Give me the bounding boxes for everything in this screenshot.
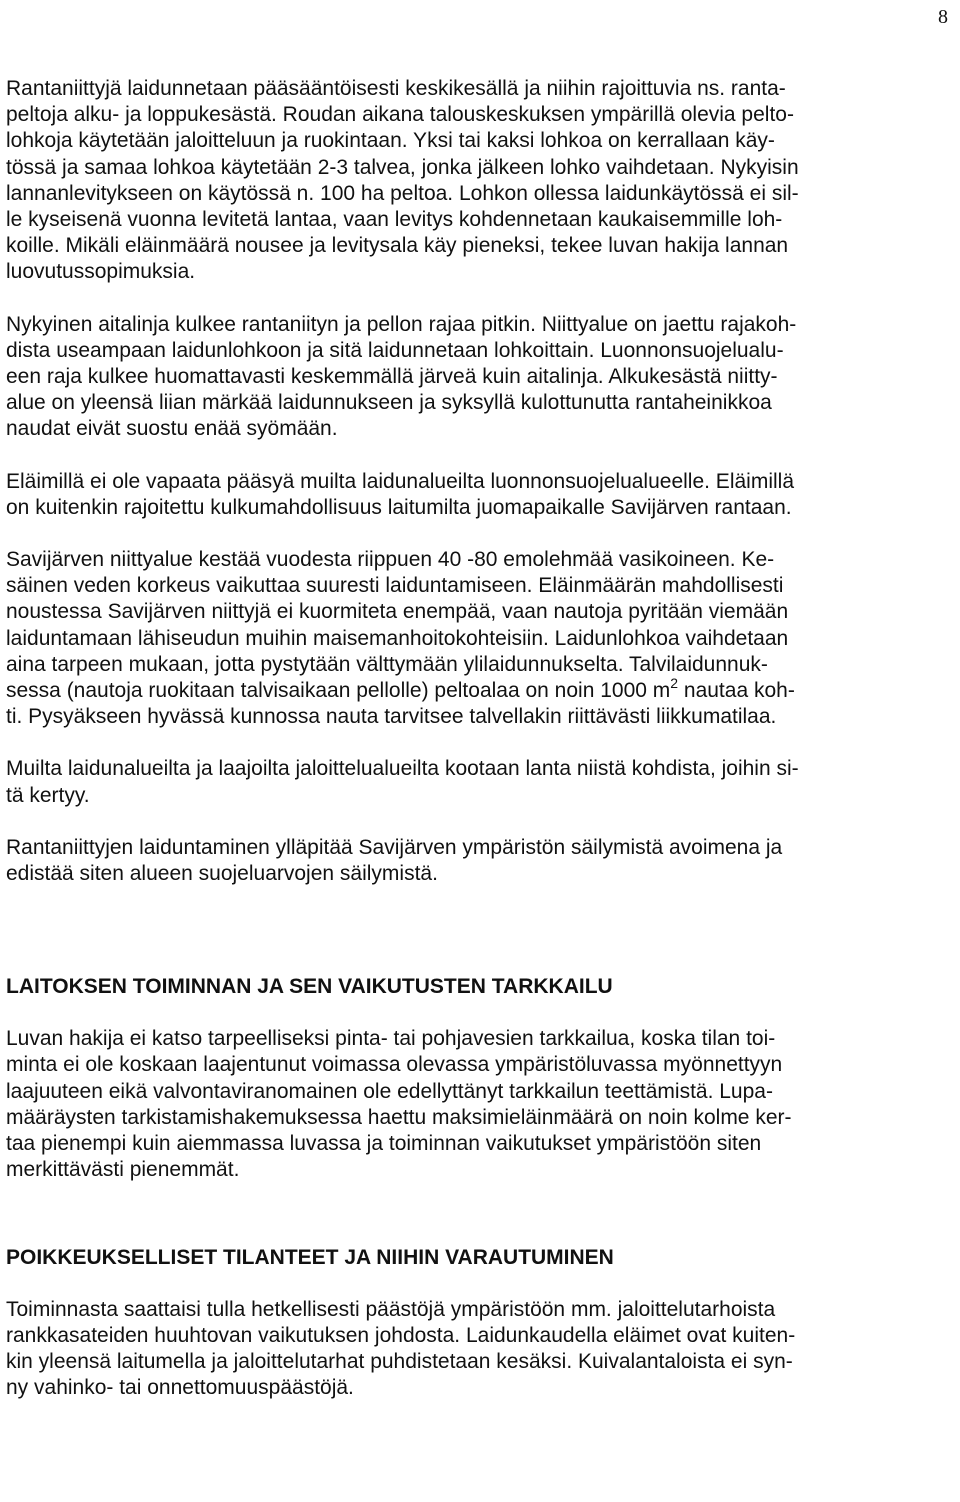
section-heading-exceptional-situations: POIKKEUKSELLISET TILANTEET JA NIIHIN VARAUTUMINEN (6, 1245, 614, 1269)
paragraph-meadow-capacity-text-b: nautaa koh- ti. Pysyäkseen hyvässä kunnossa nauta tarvitsee talvellakin riittävästi liikkumatilaa. (6, 679, 795, 729)
paragraph-exceptional-situations: Toiminnasta saattaisi tulla hetkellisesti päästöjä ympäristöön mm. jaloittelutarhoista rankkasateiden huuhtovan vaikutuksen johdosta. Laidunkaudella eläimet ovat kuiten- kin yleensä laitumella ja jaloittelutarhat puhdistetaan kesäksi. Kuivalantaloista ei syn- ny vahinko- tai onnettomuuspäästöjä. (6, 1297, 796, 1400)
paragraph-shore-meadow-grazing: Rantaniittyjä laidunnetaan pääsääntöisesti keskikesällä ja niihin rajoittuvia ns. ranta- peltoja alku- ja loppukesästä. Roudan aikana talouskeskuksen ympärillä olevia pelto- lohkoja käytetään jaloitteluun ja ruokintaan. Yksi tai kaksi lohkoa on kerrallaan käy- tössä ja samaa lohkoa käytetään 2-3 talvea, jonka jälkeen lohko vaihdetaan. Nykyisin lannanlevitykseen on käytössä n. 100 ha peltoa. Lohkon ollessa laidunkäytössä ei sil- le kyseisenä vuonna levitetä lantaa, vaan levitys kohdennetaan kaukaisemmille loh- koille. Mikäli eläinmäärä nousee ja levitysala käy pieneksi, tekee luvan hakija lannan luovutussopimuksia. (6, 77, 799, 284)
section-heading-monitoring: LAITOKSEN TOIMINNAN JA SEN VAIKUTUSTEN TARKKAILU (6, 975, 613, 999)
paragraph-meadow-capacity-text-a: Savijärven niittyalue kestää vuodesta riippuen 40 -80 emolehmää vasikoineen. Ke- säinen veden korkeus vaikuttaa suuresti laiduntamiseen. Eläinmäärän mahdollisesti noustessa Savijärven niittyjä ei kuormiteta enempää, vaan nautoja pyritään viemään laiduntamaan lähiseudun muihin maisemanhoitokohteisiin. Laidunlohkoa vaihdetaan aina tarpeen mukaan, jotta pystytään välttymään ylilaidunnukselta. Talvilaidunnuk- sessa (nautoja ruokitaan talvisaikaan pellolle) peltoalaa on noin 1000 m (6, 548, 789, 703)
paragraph-manure-collection: Muilta laidunalueilta ja laajoilta jaloittelualueilta kootaan lanta niistä kohdista, joihin si- tä kertyy. (6, 757, 799, 807)
paragraph-meadow-capacity (6, 547, 950, 730)
paragraph-shore-meadow-conservation: Rantaniittyjen laiduntaminen ylläpitää Savijärven ympäristön säilymistä avoimena ja edistää siten alueen suojeluarvojen säilymistä. (6, 835, 783, 886)
paragraph-animal-access: Eläimillä ei ole vapaata pääsyä muilta laidunalueilta luonnonsuojelualueelle. Eläimillä on kuitenkin rajoitettu kulkumahdollisuus laitumilta juomapaikalle Savijärven rantaan. (6, 469, 794, 519)
page-number: 8 (938, 6, 948, 28)
document-body (6, 76, 950, 1401)
paragraph-fence-line: Nykyinen aitalinja kulkee rantaniityn ja pellon rajaa pitkin. Niittyalue on jaettu rajakoh- dista useampaan laidunlohkoon ja sitä laidunnetaan lohkoittain. Luonnonsuojelualu- een raja kulkee huomattavasti keskemmällä järveä kuin aitalinja. Alkukesästä niitty- alue on yleensä liian märkää laidunnukseen ja syksyllä kulottunutta rantaheinikkoa naudat eivät suostu enää syömään. (6, 312, 797, 441)
superscript-two: 2 (670, 675, 679, 692)
paragraph-monitoring: Luvan hakija ei katso tarpeelliseksi pinta- tai pohjavesien tarkkailua, koska tilan toi- minta ei ole koskaan laajentunut voimassa olevassa ympäristöluvassa myönnettyyn laajuuteen eikä valvontaviranomainen ole edellyttänyt tarkkailun teettämistä. Lupa- määräysten tarkistamishakemuksessa haettu maksimieläinmäärä on noin kolme ker- taa pienempi kuin aiemmassa luvassa ja toiminnan vaikutukset ympäristöön siten merkittävästi pienemmät. (6, 1027, 792, 1182)
